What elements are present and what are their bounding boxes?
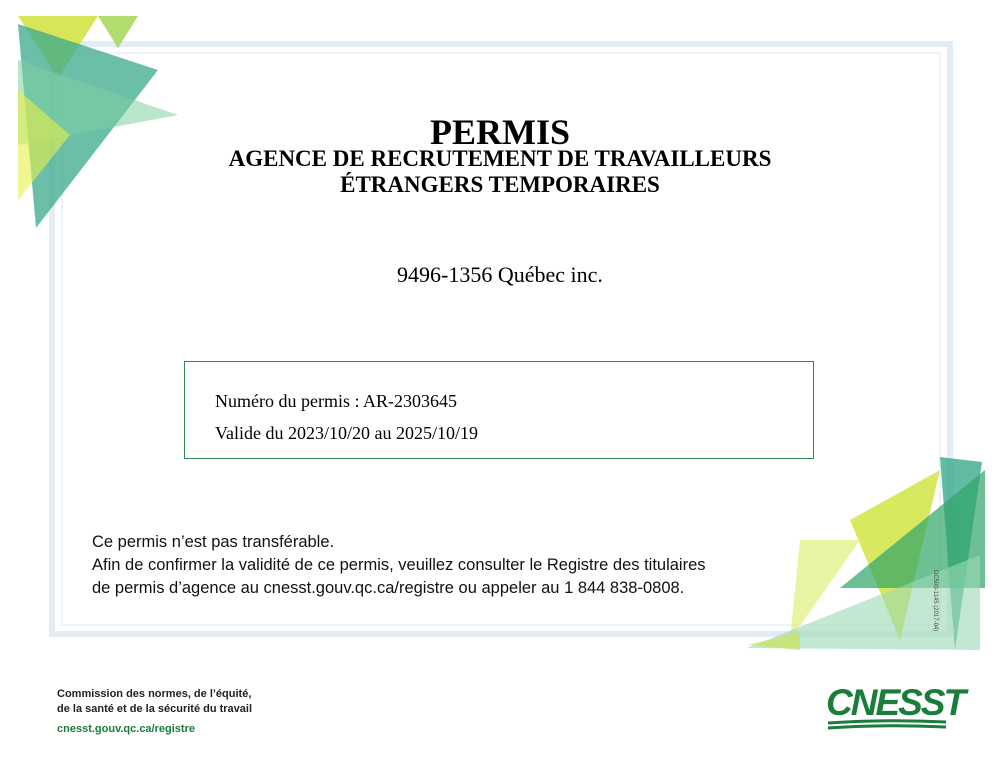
logo-swoosh-icon <box>826 718 948 734</box>
footer-org-line-2: de la santé et de la sécurité du travail <box>57 703 253 715</box>
permit-validity: Valide du 2023/10/20 au 2025/10/19 <box>215 423 478 443</box>
cnesst-logo: CNESST <box>826 682 965 723</box>
notice-validity-check-2: de permis d’agence au cnesst.gouv.qc.ca/registre ou appeler au 1 844 838-0808. <box>92 579 685 597</box>
subtitle-line-1: AGENCE DE RECRUTEMENT DE TRAVAILLEURS <box>228 146 772 171</box>
footer-org-line-1: Commission des normes, de l’équité, <box>57 688 252 700</box>
footer-website-link[interactable]: cnesst.gouv.qc.ca/registre <box>57 723 195 735</box>
page-title: PERMIS <box>429 112 570 152</box>
notice-non-transferable: Ce permis n’est pas transférable. <box>92 533 335 551</box>
form-code: DC500-1145 (2017-04) <box>932 570 938 632</box>
subtitle-line-2: ÉTRANGERS TEMPORAIRES <box>340 172 660 197</box>
permit-number: Numéro du permis : AR-2303645 <box>215 391 457 411</box>
notice-validity-check-1: Afin de confirmer la validité de ce permis, veuillez consulter le Registre des titulaires <box>92 556 706 574</box>
company-name: 9496-1356 Québec inc. <box>397 262 603 287</box>
